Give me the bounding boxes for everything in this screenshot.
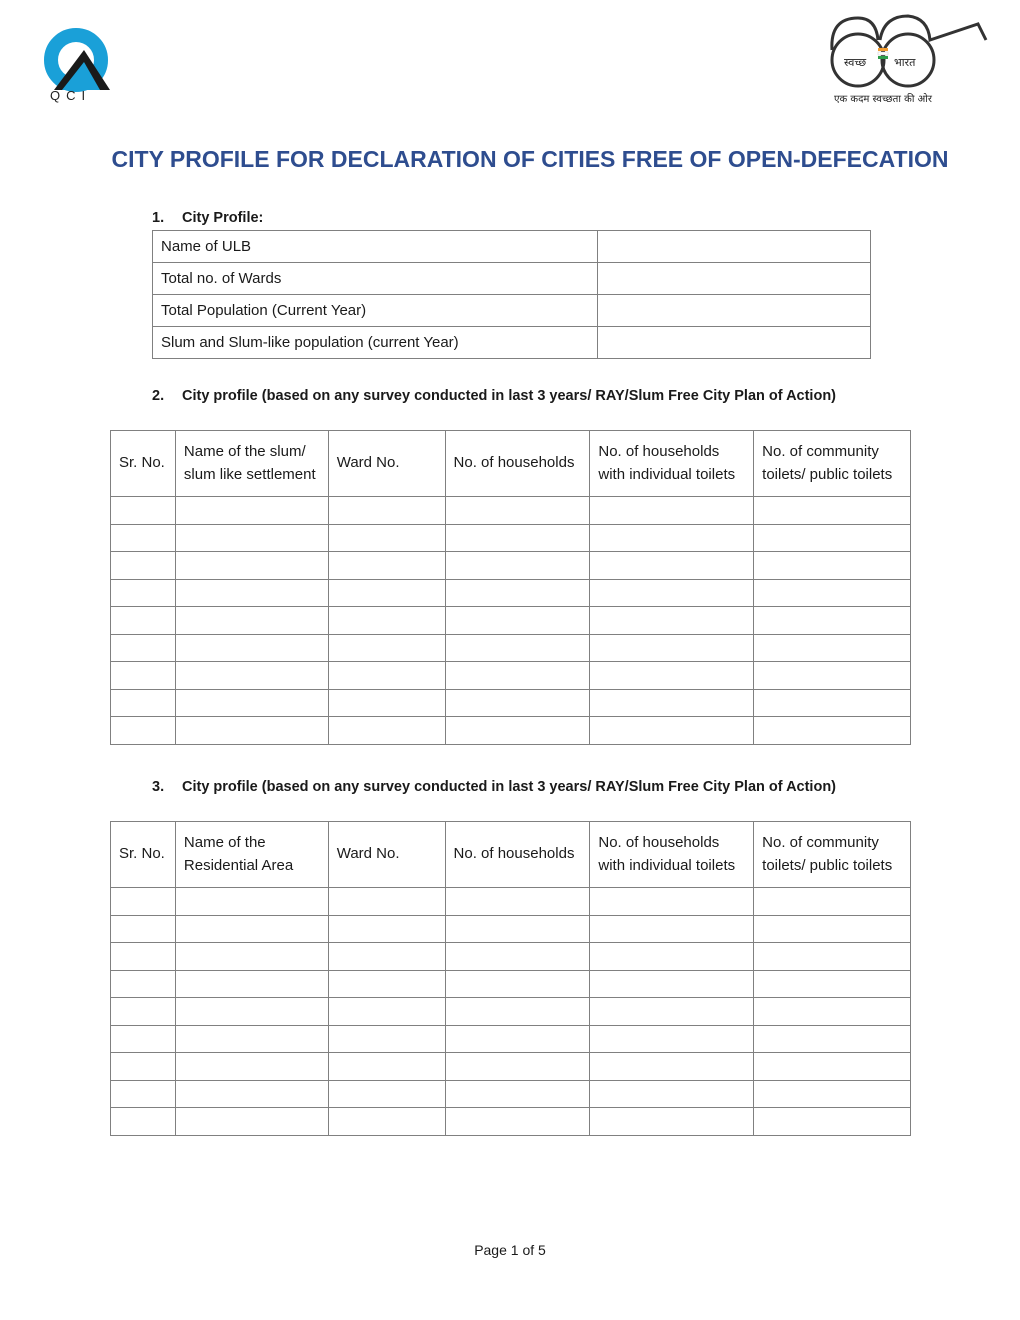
table-row bbox=[153, 295, 871, 327]
table-row bbox=[111, 1053, 911, 1081]
table-cell[interactable] bbox=[754, 888, 911, 916]
city-profile-table bbox=[152, 230, 871, 359]
table-cell[interactable] bbox=[175, 998, 328, 1026]
table-cell[interactable] bbox=[328, 607, 445, 635]
table-row bbox=[111, 552, 911, 580]
table-cell[interactable] bbox=[754, 552, 911, 580]
table-cell[interactable] bbox=[111, 634, 176, 662]
table-cell[interactable] bbox=[328, 717, 445, 745]
table-cell[interactable] bbox=[445, 662, 590, 690]
table-cell[interactable] bbox=[111, 497, 176, 525]
table-cell[interactable] bbox=[111, 1025, 176, 1053]
table-cell[interactable] bbox=[754, 717, 911, 745]
table-cell[interactable] bbox=[590, 943, 754, 971]
table-cell[interactable] bbox=[754, 634, 911, 662]
table-cell[interactable] bbox=[328, 524, 445, 552]
row-label: Total Population (Current Year) bbox=[153, 295, 598, 327]
table-cell[interactable] bbox=[445, 524, 590, 552]
table-cell[interactable] bbox=[445, 1025, 590, 1053]
table-cell[interactable] bbox=[445, 579, 590, 607]
table-cell[interactable] bbox=[328, 1080, 445, 1108]
col-households-individual-toilets: No. of households with individual toilets bbox=[590, 822, 754, 888]
swachh-left-text: स्वच्छ bbox=[844, 56, 867, 69]
table-cell[interactable] bbox=[590, 579, 754, 607]
table-cell[interactable] bbox=[445, 888, 590, 916]
table-cell[interactable] bbox=[445, 1080, 590, 1108]
table-cell[interactable] bbox=[328, 943, 445, 971]
table-cell[interactable] bbox=[590, 552, 754, 580]
table-cell[interactable] bbox=[590, 607, 754, 635]
table-row bbox=[111, 1025, 911, 1053]
table-cell[interactable] bbox=[590, 998, 754, 1026]
table-cell[interactable] bbox=[590, 662, 754, 690]
table-cell[interactable] bbox=[590, 915, 754, 943]
table-cell[interactable] bbox=[328, 689, 445, 717]
table-cell[interactable] bbox=[590, 717, 754, 745]
table-cell[interactable] bbox=[175, 662, 328, 690]
col-sr-no: Sr. No. bbox=[111, 822, 176, 888]
section1-heading bbox=[152, 210, 263, 226]
section2-title: City profile (based on any survey conducted in last 3 years/ RAY/Slum Free City Plan of Action) bbox=[182, 388, 837, 404]
table-cell[interactable] bbox=[328, 662, 445, 690]
table-cell[interactable] bbox=[754, 970, 911, 998]
table-cell[interactable] bbox=[175, 524, 328, 552]
table-cell[interactable] bbox=[111, 524, 176, 552]
table-cell[interactable] bbox=[111, 579, 176, 607]
section3-title: City profile (based on any survey conducted in last 3 years/ RAY/Slum Free City Plan of Action) bbox=[182, 779, 837, 795]
table-row bbox=[111, 524, 911, 552]
table-cell[interactable] bbox=[175, 1080, 328, 1108]
table-cell[interactable] bbox=[754, 943, 911, 971]
swachh-right-text: भारत bbox=[894, 56, 916, 69]
col-sr-no: Sr. No. bbox=[111, 431, 176, 497]
table-cell[interactable] bbox=[590, 497, 754, 525]
table-row bbox=[111, 998, 911, 1026]
table-cell[interactable] bbox=[590, 634, 754, 662]
table-cell[interactable] bbox=[590, 1080, 754, 1108]
table-cell[interactable] bbox=[111, 689, 176, 717]
table-cell[interactable] bbox=[111, 1080, 176, 1108]
col-households-individual-toilets: No. of households with individual toilets bbox=[590, 431, 754, 497]
table-cell[interactable] bbox=[590, 1053, 754, 1081]
table-cell[interactable] bbox=[111, 552, 176, 580]
table-cell[interactable] bbox=[328, 552, 445, 580]
table-row bbox=[153, 327, 871, 359]
table-cell[interactable] bbox=[445, 497, 590, 525]
table-row bbox=[111, 915, 911, 943]
table-cell[interactable] bbox=[754, 579, 911, 607]
residential-survey-table bbox=[110, 821, 911, 1136]
table-row bbox=[111, 1080, 911, 1108]
table-cell[interactable] bbox=[111, 970, 176, 998]
table-cell[interactable] bbox=[590, 1025, 754, 1053]
table-row bbox=[111, 607, 911, 635]
table-cell[interactable] bbox=[754, 524, 911, 552]
col-residential-area: Name of the Residential Area bbox=[175, 822, 328, 888]
table-cell[interactable] bbox=[328, 634, 445, 662]
table-cell[interactable] bbox=[175, 497, 328, 525]
col-ward-no: Ward No. bbox=[328, 822, 445, 888]
table-cell[interactable] bbox=[175, 1025, 328, 1053]
table-cell[interactable] bbox=[175, 717, 328, 745]
table-row bbox=[153, 263, 871, 295]
table-cell[interactable] bbox=[328, 970, 445, 998]
table-cell[interactable] bbox=[111, 1053, 176, 1081]
table-row bbox=[111, 717, 911, 745]
table-cell[interactable] bbox=[111, 1108, 176, 1136]
section1-number: 1. bbox=[152, 210, 165, 226]
table-cell[interactable] bbox=[328, 1025, 445, 1053]
table-cell[interactable] bbox=[328, 998, 445, 1026]
swachh-tagline: एक कदम स्वच्छता की ओर bbox=[834, 94, 932, 105]
table-cell[interactable] bbox=[175, 915, 328, 943]
table-cell[interactable] bbox=[445, 634, 590, 662]
table-cell[interactable] bbox=[328, 888, 445, 916]
table-cell[interactable] bbox=[754, 915, 911, 943]
section3-heading bbox=[152, 779, 836, 795]
table-row bbox=[111, 634, 911, 662]
table-cell[interactable] bbox=[328, 1053, 445, 1081]
col-households: No. of households bbox=[445, 431, 590, 497]
table-cell[interactable] bbox=[328, 915, 445, 943]
table-cell[interactable] bbox=[175, 552, 328, 580]
row-label: Slum and Slum-like population (current Year) bbox=[153, 327, 598, 359]
table-cell[interactable] bbox=[175, 970, 328, 998]
table-cell[interactable] bbox=[754, 689, 911, 717]
table-cell[interactable] bbox=[111, 943, 176, 971]
row-value[interactable] bbox=[598, 231, 871, 263]
table-cell[interactable] bbox=[590, 970, 754, 998]
section3-number: 3. bbox=[152, 779, 165, 795]
section2-number: 2. bbox=[152, 388, 165, 404]
table-cell[interactable] bbox=[445, 717, 590, 745]
row-label: Total no. of Wards bbox=[153, 263, 598, 295]
col-ward-no: Ward No. bbox=[328, 431, 445, 497]
table-cell[interactable] bbox=[445, 943, 590, 971]
table-cell[interactable] bbox=[754, 607, 911, 635]
table-cell[interactable] bbox=[445, 689, 590, 717]
col-community-toilets: No. of community toilets/ public toilets bbox=[754, 822, 911, 888]
table-row bbox=[111, 943, 911, 971]
table-row bbox=[153, 231, 871, 263]
table-row bbox=[111, 662, 911, 690]
table-cell[interactable] bbox=[111, 662, 176, 690]
row-value[interactable] bbox=[598, 327, 871, 359]
table-cell[interactable] bbox=[445, 607, 590, 635]
table-row bbox=[111, 689, 911, 717]
slum-survey-table bbox=[110, 430, 911, 745]
table-cell[interactable] bbox=[111, 607, 176, 635]
table-cell[interactable] bbox=[445, 970, 590, 998]
table-cell[interactable] bbox=[328, 579, 445, 607]
table-cell[interactable] bbox=[445, 552, 590, 580]
table-cell[interactable] bbox=[754, 1025, 911, 1053]
swachh-bharat-logo bbox=[828, 10, 990, 110]
table-cell[interactable] bbox=[590, 524, 754, 552]
row-label: Name of ULB bbox=[153, 231, 598, 263]
table-row bbox=[111, 888, 911, 916]
table-cell[interactable] bbox=[328, 497, 445, 525]
table-row bbox=[111, 970, 911, 998]
section1-title: City Profile: bbox=[182, 210, 264, 226]
row-value[interactable] bbox=[598, 295, 871, 327]
table-cell[interactable] bbox=[111, 888, 176, 916]
row-value[interactable] bbox=[598, 263, 871, 295]
table-cell[interactable] bbox=[754, 662, 911, 690]
table-cell[interactable] bbox=[445, 915, 590, 943]
table-cell[interactable] bbox=[111, 998, 176, 1026]
table-header-row bbox=[111, 822, 911, 888]
table-cell[interactable] bbox=[445, 998, 590, 1026]
table-cell[interactable] bbox=[175, 943, 328, 971]
qci-logo-text: QCI bbox=[50, 88, 92, 103]
table-cell[interactable] bbox=[111, 915, 176, 943]
table-cell[interactable] bbox=[175, 634, 328, 662]
section2-heading bbox=[152, 388, 836, 404]
col-community-toilets: No. of community toilets/ public toilets bbox=[754, 431, 911, 497]
table-cell[interactable] bbox=[754, 1108, 911, 1136]
table-cell[interactable] bbox=[328, 1108, 445, 1136]
table-cell[interactable] bbox=[754, 1053, 911, 1081]
table-cell[interactable] bbox=[175, 579, 328, 607]
table-cell[interactable] bbox=[175, 689, 328, 717]
table-row bbox=[111, 1108, 911, 1136]
table-row bbox=[111, 497, 911, 525]
page-title: CITY PROFILE FOR DECLARATION OF CITIES FREE OF OPEN-DEFECATION bbox=[111, 146, 949, 172]
table-cell[interactable] bbox=[175, 1053, 328, 1081]
col-households: No. of households bbox=[445, 822, 590, 888]
table-cell[interactable] bbox=[445, 1108, 590, 1136]
table-cell[interactable] bbox=[590, 689, 754, 717]
table-cell[interactable] bbox=[445, 1053, 590, 1081]
table-cell[interactable] bbox=[111, 717, 176, 745]
table-header-row bbox=[111, 431, 911, 497]
col-slum-name: Name of the slum/ slum like settlement bbox=[175, 431, 328, 497]
table-row bbox=[111, 579, 911, 607]
table-cell[interactable] bbox=[175, 607, 328, 635]
table-cell[interactable] bbox=[175, 1108, 328, 1136]
table-cell[interactable] bbox=[754, 998, 911, 1026]
table-cell[interactable] bbox=[754, 497, 911, 525]
table-cell[interactable] bbox=[590, 888, 754, 916]
table-cell[interactable] bbox=[175, 888, 328, 916]
table-cell[interactable] bbox=[590, 1108, 754, 1136]
table-cell[interactable] bbox=[754, 1080, 911, 1108]
page-footer: Page 1 of 5 bbox=[474, 1242, 546, 1258]
